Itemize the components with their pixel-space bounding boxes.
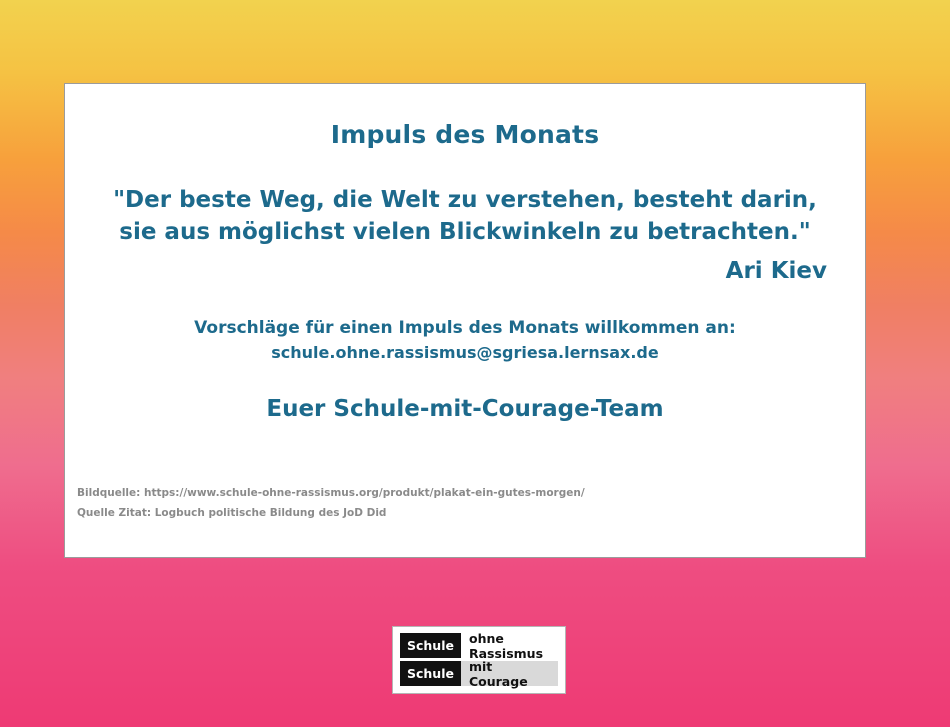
quote-attribution: Ari Kiev [725,258,827,285]
schule-ohne-rassismus-logo [392,626,566,694]
contact-email[interactable]: schule.ohne.rassismus@sgriesa.lernsax.de [271,343,659,363]
logo-row2-grey-label: mit Courage [461,661,558,686]
source-quote-credit: Quelle Zitat: Logbuch politische Bildung des JoD Did [77,506,387,519]
quote-line-2: sie aus möglichst vielen Blickwinkeln zu betrachten." [119,218,811,245]
logo-row1-white-label: ohne Rassismus [461,633,558,658]
page-title: Impuls des Monats [330,120,600,149]
logo-row2-black-label: Schule [400,661,461,686]
logo-row-bottom [400,658,558,689]
signature-text: Euer Schule-mit-Courage-Team [266,396,664,423]
source-image-credit: Bildquelle: https://www.schule-ohne-rassismus.org/produkt/plakat-ein-gutes-morgen/ [77,487,585,500]
logo-row1-black-label: Schule [400,633,461,658]
source-credits [77,484,585,523]
logo-row-top [400,630,558,661]
suggestion-prompt: Vorschläge für einen Impuls des Monats willkommen an: [194,318,736,339]
quote-line-1: "Der beste Weg, die Welt zu verstehen, besteht darin, [113,187,817,213]
quote-text [65,185,865,248]
content-card [64,83,866,558]
